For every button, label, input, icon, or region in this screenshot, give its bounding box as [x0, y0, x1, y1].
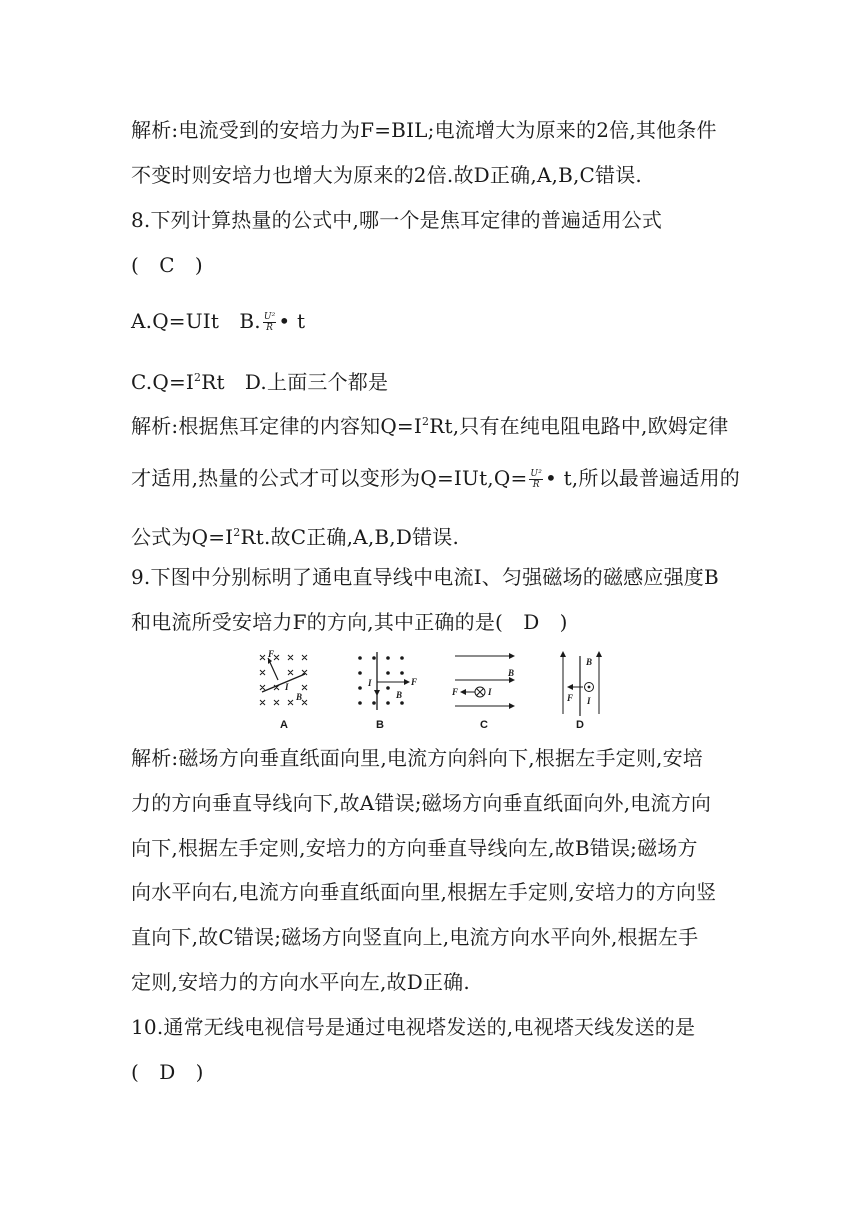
fraction-u2-r — [263, 312, 277, 333]
text-7a: 解析:根据焦耳定律的内容知Q=I — [131, 414, 422, 438]
label-f-a: F — [268, 649, 275, 659]
label-i-d: I — [587, 696, 591, 706]
question-9: 9.下图中分别标明了通电直导线中电流I、匀强磁场的磁感应强度B — [131, 565, 719, 589]
label-i-c: I — [488, 687, 492, 697]
force-diagram-figure — [250, 646, 610, 732]
fraction-u2-r — [529, 469, 543, 490]
text-line-13: 力的方向垂直导线向下,故A错误;磁场方向垂直纸面向外,电流方向 — [131, 791, 712, 815]
label-i-b: I — [368, 678, 372, 688]
text-9a: 公式为Q=I — [131, 525, 234, 549]
panel-label-d: D — [576, 719, 584, 731]
label-b-a: B — [296, 692, 303, 702]
label-b-b: B — [396, 690, 403, 700]
exponent-2: 2 — [194, 371, 202, 384]
fraction-denominator: R — [532, 480, 540, 490]
question-9-cont: 和电流所受安培力F的方向,其中正确的是( D ) — [131, 610, 568, 634]
text-8a: 才适用,热量的公式才可以变形为Q=IUt,Q= — [131, 466, 528, 490]
option-a-text: A.Q=UIt B. — [131, 309, 261, 333]
label-b-d: B — [586, 657, 593, 667]
panel-d — [560, 651, 602, 716]
exponent-2: 2 — [233, 526, 241, 539]
text-line-14: 向下,根据左手定则,安培力的方向垂直导线向左,故B错误;磁场方 — [131, 836, 698, 860]
option-c-d — [131, 365, 388, 395]
wire-a — [262, 674, 305, 692]
text-7b: Rt,只有在纯电阻电路中,欧姆定律 — [429, 414, 729, 438]
option-b-tail: • t — [278, 309, 306, 333]
panel-b — [358, 652, 410, 710]
label-f-c: F — [452, 687, 459, 697]
fraction-numerator: U² — [263, 312, 276, 322]
option-c-text: C.Q=I — [131, 370, 195, 394]
label-i-a: I — [285, 682, 289, 692]
label-b-c: B — [508, 668, 515, 678]
label-f-b: F — [411, 677, 418, 687]
question-10: 10.通常无线电视信号是通过电视塔发送的,电视塔天线发送的是 — [131, 1015, 696, 1039]
panel-label-a: A — [280, 719, 288, 731]
text-9b: Rt.故C正确,A,B,D错误. — [240, 525, 460, 549]
text-line-8 — [131, 465, 740, 491]
text-line-16: 直向下,故C错误;磁场方向竖直向上,电流方向水平向外,根据左手 — [131, 925, 699, 949]
question-8: 8.下列计算热量的公式中,哪一个是焦耳定律的普遍适用公式 — [131, 208, 663, 232]
text-line-7 — [131, 409, 728, 439]
text-line-12: 解析:磁场方向垂直纸面向里,电流方向斜向下,根据左手定则,安培 — [131, 746, 704, 770]
text-line-17: 定则,安培力的方向水平向左,故D正确. — [131, 970, 470, 994]
option-c-tail: Rt D.上面三个都是 — [201, 370, 389, 394]
text-line-1: 解析:电流受到的安培力为F=BIL;电流增大为原来的2倍,其他条件 — [131, 118, 717, 142]
exponent-2: 2 — [422, 415, 430, 428]
answer-10: ( D ) — [131, 1060, 204, 1084]
option-a-b — [131, 308, 305, 334]
fraction-numerator: U² — [530, 469, 543, 479]
fraction-denominator: R — [266, 323, 274, 333]
text-line-9 — [131, 520, 459, 550]
panel-label-b: B — [376, 719, 384, 731]
label-f-d: F — [567, 693, 574, 703]
panel-c — [455, 653, 515, 709]
text-line-15: 向水平向右,电流方向垂直纸面向里,根据左手定则,安培力的方向竖 — [131, 880, 717, 904]
answer-8: ( C ) — [131, 253, 203, 277]
panel-label-c: C — [480, 719, 488, 731]
text-line-2: 不变时则安培力也增大为原来的2倍.故D正确,A,B,C错误. — [131, 163, 642, 187]
text-8b: • t,所以最普遍适用的 — [545, 466, 740, 490]
